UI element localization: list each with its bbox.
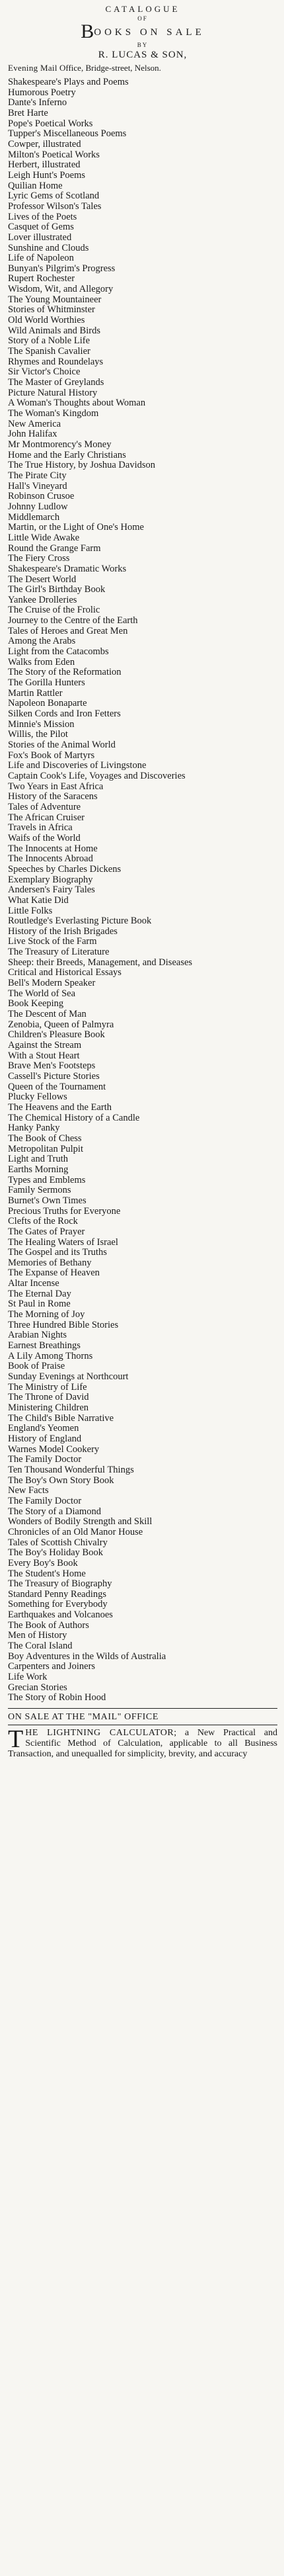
book-title: Lover illustrated — [8, 232, 72, 243]
book-title: Wisdom, Wit, and Allegory — [8, 284, 114, 295]
book-title: The Innocents Abroad — [8, 853, 93, 865]
book-title: The Gorilla Hunters — [8, 677, 85, 689]
book-title: Metropolitan Pulpit — [8, 1143, 83, 1154]
book-title: Plucky Fellows — [8, 1092, 67, 1103]
book-title: Standard Penny Readings — [8, 1588, 107, 1600]
books-heading-rest: OOKS ON SALE — [94, 27, 205, 38]
book-title: Tupper's Miscellaneous Poems — [8, 128, 127, 140]
book-title: Children's Pleasure Book — [8, 1029, 105, 1041]
book-title: Types and Emblems — [8, 1174, 86, 1185]
book-title: Middlemarch — [8, 511, 60, 523]
book-title: The Descent of Man — [8, 1009, 87, 1020]
book-title: Clefts of the Rock — [8, 1216, 78, 1227]
book-title: Light and Truth — [8, 1154, 69, 1165]
book-title: Memories of Bethany — [8, 1257, 92, 1268]
book-title: The Morning of Joy — [8, 1309, 85, 1320]
book-title: Pope's Poetical Works — [8, 118, 93, 129]
book-title: Book of Praise — [8, 1361, 65, 1372]
book-title: Sir Victor's Choice — [8, 366, 81, 378]
book-title: Family Sermons — [8, 1185, 71, 1196]
book-title: The Treasury of Biography — [8, 1578, 112, 1590]
book-title: The Gates of Prayer — [8, 1226, 85, 1237]
book-title: Carpenters and Joiners — [8, 1661, 96, 1672]
book-title: England's Yeomen — [8, 1423, 79, 1434]
book-title: Life Work — [8, 1672, 48, 1683]
book-title: Arabian Nights — [8, 1330, 67, 1341]
book-title: History of the Irish Brigades — [8, 925, 118, 937]
book-title: Dante's Inferno — [8, 97, 67, 108]
book-title: Brave Men's Footsteps — [8, 1060, 96, 1072]
book-title: Home and the Early Christians — [8, 449, 126, 460]
firm-name: R. LUCAS & SON, — [98, 50, 188, 60]
books-on-sale-heading — [8, 22, 277, 42]
book-title: The Student's Home — [8, 1568, 86, 1579]
book-title: Milton's Poetical Works — [8, 149, 100, 160]
book-title: Boy Adventures in the Wilds of Australia — [8, 1651, 166, 1662]
book-title: Sheep: their Breeds, Management, and Diseases — [8, 957, 193, 968]
book-title: Tales of Adventure — [8, 801, 81, 812]
book-title: Burnet's Own Times — [8, 1195, 87, 1206]
book-title: Martin Rattler — [8, 687, 63, 699]
book-title: Willis, the Pilot — [8, 729, 68, 740]
book-title: Bunyan's Pilgrim's Progress — [8, 263, 116, 274]
book-title: Rhymes and Roundelays — [8, 356, 104, 367]
book-title: Robinson Crusoe — [8, 491, 75, 502]
book-title: Sunshine and Clouds — [8, 242, 89, 253]
book-title: Journey to the Centre of the Earth — [8, 615, 138, 626]
book-title: Old World Worthies — [8, 315, 85, 326]
book-title: The Eternal Day — [8, 1288, 71, 1299]
book-title: The Young Mountaineer — [8, 294, 102, 305]
book-title: Fox's Book of Martyrs — [8, 750, 95, 761]
book-title: Minnie's Mission — [8, 718, 75, 730]
book-title: The Cruise of the Frolic — [8, 605, 100, 616]
book-title: The Gospel and its Truths — [8, 1247, 107, 1258]
book-title: Warnes Model Cookery — [8, 1443, 100, 1455]
book-title: The Book of Chess — [8, 1133, 82, 1144]
book-title: The Treasury of Literature — [8, 947, 110, 958]
book-title: Routledge's Everlasting Picture Book — [8, 916, 152, 927]
book-title: Story of a Noble Life — [8, 335, 90, 347]
book-title: Bell's Modern Speaker — [8, 978, 96, 989]
book-title: Three Hundred Bible Stories — [8, 1319, 119, 1330]
book-title: The Ministry of Life — [8, 1381, 87, 1393]
book-title: The Innocents at Home — [8, 843, 98, 854]
by-line: BY — [137, 42, 149, 48]
book-title: Walks from Eden — [8, 656, 75, 667]
book-title: St Paul in Rome — [8, 1299, 71, 1310]
calculator-initial: T — [8, 1725, 24, 1754]
divider — [8, 1708, 277, 1709]
book-title: The Boy's Own Story Book — [8, 1475, 114, 1486]
book-title: With a Stout Heart — [8, 1050, 80, 1061]
book-title: Tales of Heroes and Great Men — [8, 625, 128, 636]
book-title: Professor Wilson's Tales — [8, 200, 102, 212]
book-title: Zenobia, Queen of Palmyra — [8, 1019, 114, 1030]
book-title: The Expanse of Heaven — [8, 1267, 100, 1279]
book-title: History of the Saracens — [8, 791, 98, 802]
book-title: The Fiery Cross — [8, 553, 70, 564]
book-title: Mr Montmorency's Money — [8, 439, 112, 450]
book-title: Earthquakes and Volcanoes — [8, 1610, 113, 1621]
book-title: Wild Animals and Birds — [8, 325, 100, 336]
book-title: Quilian Home — [8, 180, 63, 191]
lightning-calculator-ad — [8, 1725, 277, 1760]
book-title: Earths Morning — [8, 1164, 69, 1175]
book-title: The Book of Authors — [8, 1619, 89, 1631]
book-title: Shakespeare's Plays and Poems — [8, 77, 129, 87]
book-title: Live Stock of the Farm — [8, 936, 97, 947]
book-title: Lyric Gems of Scotland — [8, 191, 100, 202]
book-title: The Boy's Holiday Book — [8, 1547, 103, 1559]
catalogue-of: OF — [137, 15, 148, 22]
book-title: Something for Everybody — [8, 1599, 108, 1610]
book-title: Precious Truths for Everyone — [8, 1205, 121, 1217]
book-title: Little Folks — [8, 905, 53, 916]
book-title: Andersen's Fairy Tales — [8, 884, 95, 896]
book-title: The Girl's Birthday Book — [8, 584, 106, 595]
book-title: Leigh Hunt's Poems — [8, 169, 85, 181]
address-mail-name: Evening Mail — [8, 63, 57, 73]
book-title: Martin, or the Light of One's Home — [8, 522, 144, 533]
book-title: The True History, by Joshua Davidson — [8, 460, 156, 471]
book-title: Tales of Scottish Chivalry — [8, 1537, 108, 1548]
book-title: Yankee Drolleries — [8, 594, 77, 605]
book-title: Stories of Whitminster — [8, 304, 95, 316]
book-title: Travels in Africa — [8, 822, 73, 834]
on-sale-notice: ON SALE AT THE "MAIL" OFFICE — [8, 1712, 159, 1723]
book-title: Hanky Panky — [8, 1123, 60, 1134]
book-title: Shakespeare's Dramatic Works — [8, 563, 127, 574]
book-title: Rupert Rochester — [8, 273, 75, 284]
book-title: Light from the Catacombs — [8, 646, 109, 658]
book-title: The African Cruiser — [8, 812, 85, 823]
address-rest: Office, Bridge-street, Nelson. — [57, 63, 161, 73]
book-title: Earnest Breathings — [8, 1340, 81, 1352]
book-title: Sunday Evenings at Northcourt — [8, 1371, 129, 1383]
book-title: Among the Arabs — [8, 636, 76, 647]
book-title: New America — [8, 418, 61, 429]
book-title: The Throne of David — [8, 1392, 89, 1403]
book-title: Exemplary Biography — [8, 874, 93, 885]
book-title: The Family Doctor — [8, 1495, 82, 1506]
book-title: Against the Stream — [8, 1040, 82, 1051]
book-title: Chronicles of an Old Manor House — [8, 1526, 143, 1537]
book-title: Hall's Vineyard — [8, 480, 67, 492]
books-initial: B — [81, 21, 94, 42]
book-title: The Pirate City — [8, 470, 67, 481]
book-title: Cowper, illustrated — [8, 138, 81, 150]
book-title: Napoleon Bonaparte — [8, 698, 87, 709]
book-title: The Chemical History of a Candle — [8, 1112, 140, 1123]
calculator-heading: HE LIGHTNING CALCULATOR — [25, 1728, 174, 1739]
book-title: The Story of a Diamond — [8, 1506, 101, 1517]
book-title: Grecian Stories — [8, 1682, 67, 1693]
book-title: The Healing Waters of Israel — [8, 1236, 118, 1248]
book-title: Two Years in East Africa — [8, 781, 104, 792]
book-title: The Family Doctor — [8, 1454, 82, 1465]
book-title: The Desert World — [8, 574, 77, 585]
book-title: Every Boy's Book — [8, 1557, 78, 1568]
book-title: Ministering Children — [8, 1402, 89, 1413]
book-title: The Spanish Cavalier — [8, 346, 90, 357]
book-title: The World of Sea — [8, 988, 76, 999]
calculator-body: ; a New Practical and Scientific Method of Calculation, applicable to all Business Transaction, and unequalled for simplicity, brevity, and accuracy — [8, 1728, 277, 1760]
book-title: Lives of the Poets — [8, 211, 77, 222]
book-title: Ten Thousand Wonderful Things — [8, 1464, 134, 1475]
book-title: New Facts — [8, 1485, 49, 1496]
book-title: History of England — [8, 1433, 82, 1444]
catalogue-heading: CATALOGUE — [105, 4, 180, 14]
book-title: Humorous Poetry — [8, 87, 76, 98]
book-title: Speeches by Charles Dickens — [8, 863, 122, 875]
book-title-list — [8, 77, 277, 1703]
book-title: Life and Discoveries of Livingstone — [8, 760, 147, 771]
book-title: Stories of the Animal World — [8, 740, 116, 750]
book-title: The Heavens and the Earth — [8, 1101, 112, 1113]
book-title: Johnny Ludlow — [8, 501, 68, 512]
book-title: Little Wide Awake — [8, 532, 80, 543]
book-title: A Woman's Thoughts about Woman — [8, 398, 146, 409]
book-title: Herbert, illustrated — [8, 159, 81, 171]
firm-address — [8, 62, 277, 74]
book-title: Round the Grange Farm — [8, 542, 101, 554]
book-title: Queen of the Tournament — [8, 1081, 106, 1092]
book-title: The Woman's Kingdom — [8, 408, 99, 419]
book-title: The Master of Greylands — [8, 377, 104, 388]
book-title: The Coral Island — [8, 1641, 73, 1652]
book-title: Critical and Historical Essays — [8, 967, 122, 978]
book-title: Altar Incense — [8, 1278, 59, 1289]
book-title: The Child's Bible Narrative — [8, 1412, 114, 1424]
book-title: John Halifax — [8, 429, 57, 440]
book-title: Bret Harte — [8, 107, 48, 118]
book-title: The Story of Robin Hood — [8, 1692, 106, 1703]
book-title: What Katie Did — [8, 894, 69, 906]
book-title: Casquet of Gems — [8, 222, 74, 233]
book-title: Waifs of the World — [8, 832, 81, 843]
book-title: Wonders of Bodily Strength and Skill — [8, 1516, 153, 1527]
book-title: A Lily Among Thorns — [8, 1350, 93, 1361]
book-title: Picture Natural History — [8, 387, 98, 398]
book-title: The Story of the Reformation — [8, 667, 122, 678]
book-title: Cassell's Picture Stories — [8, 1071, 100, 1082]
book-title: Life of Napoleon — [8, 253, 74, 264]
book-title: Men of History — [8, 1630, 67, 1641]
book-title: Book Keeping — [8, 998, 64, 1009]
book-title: Captain Cook's Life, Voyages and Discoveries — [8, 770, 186, 781]
book-title: Silken Cords and Iron Fetters — [8, 708, 121, 720]
